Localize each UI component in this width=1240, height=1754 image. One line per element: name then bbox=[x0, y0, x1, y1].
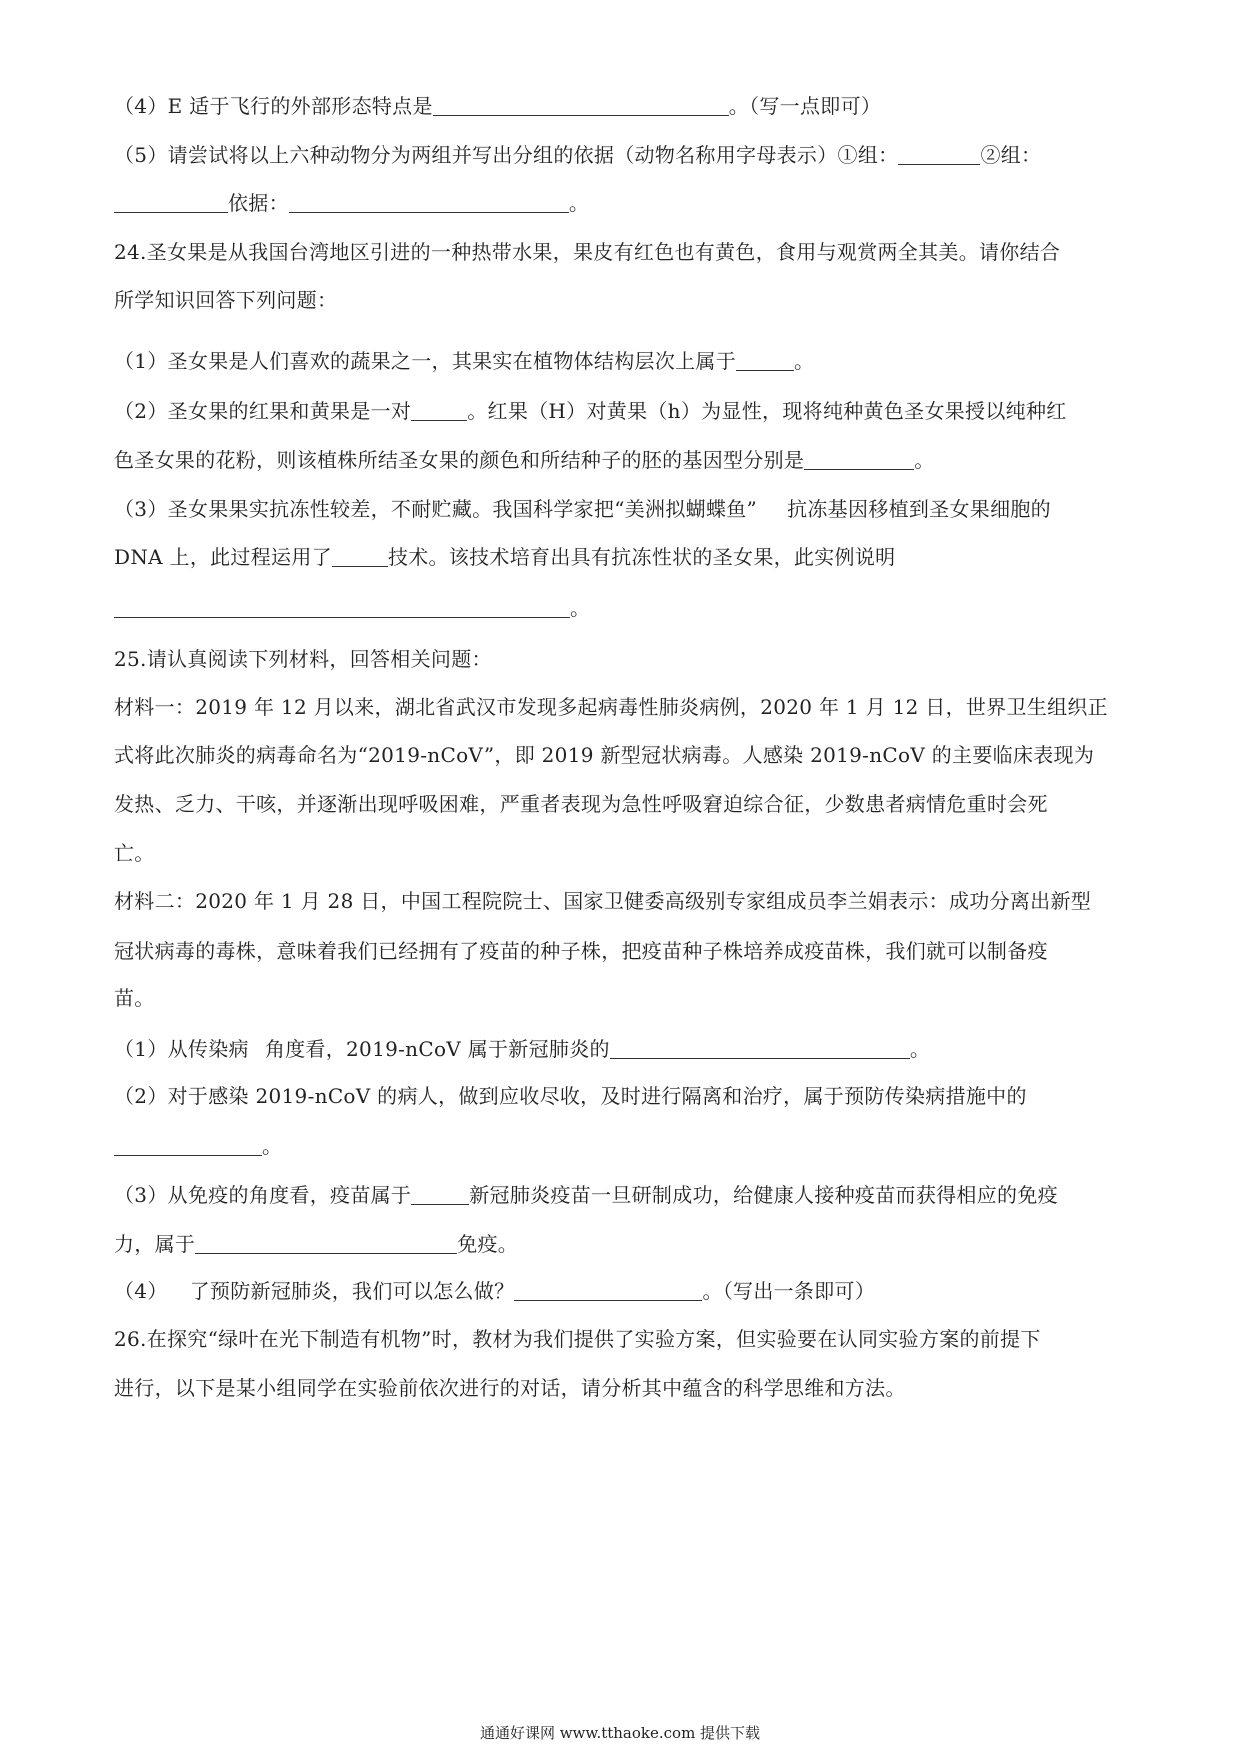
q25-part1-label-a: （1）从传染病 bbox=[114, 1037, 249, 1061]
q24-part2-mid: 。红果（H）对黄果（h）为显性，现将纯种黄色圣女果授以纯种红 bbox=[467, 399, 1067, 423]
q25-material1-line3: 发热、乏力、干咳，并逐渐出现呼吸困难，严重者表现为急性呼吸窘迫综合征，少数患者病情危重时会死 bbox=[114, 792, 1048, 816]
q24-part2-line2-text: 色圣女果的花粉，则该植株所结圣女果的颜色和所结种子的胚的基因型分别是 bbox=[114, 448, 805, 472]
q23-part5-line2 bbox=[114, 189, 589, 217]
q24-part1 bbox=[114, 347, 814, 375]
q24-part2-tail: 。 bbox=[914, 448, 935, 472]
q25-part4 bbox=[114, 1277, 875, 1305]
q24-part3-line2 bbox=[114, 543, 895, 571]
page-footer: 通通好课网 www.tthaoke.com 提供下载 bbox=[479, 1724, 761, 1742]
answer-blank[interactable] bbox=[514, 1280, 702, 1301]
q24-part2 bbox=[114, 397, 1067, 425]
q24-intro-line2: 所学知识回答下列问题： bbox=[114, 288, 338, 312]
q25-part2-line2 bbox=[114, 1132, 282, 1160]
q25-material1-line4: 亡。 bbox=[114, 841, 155, 865]
q24-part1-label: （1）圣女果是人们喜欢的蔬果之一，其果实在植物体结构层次上属于 bbox=[114, 349, 737, 373]
q26-line2: 进行，以下是某小组同学在实验前依次进行的对话，请分析其中蕴含的科学思维和方法。 bbox=[114, 1376, 906, 1400]
q25-part1-label-b: 角度看，2019-nCoV 属于新冠肺炎的 bbox=[264, 1037, 610, 1061]
answer-blank[interactable] bbox=[898, 144, 980, 165]
q25-material2-line1: 材料二：2020 年 1 月 28 日，中国工程院院士、国家卫健委高级别专家组成员李兰娟表示：成功分离出新型 bbox=[114, 889, 1092, 913]
q25-material2-line3: 苗。 bbox=[114, 986, 155, 1010]
q23-part5-basis: 依据： bbox=[228, 191, 289, 215]
q25-part3-line2 bbox=[114, 1230, 518, 1258]
q25-part3-line2a: 力，属于 bbox=[114, 1232, 196, 1256]
q24-part3-line1b: 抗冻基因移植到圣女果细胞的 bbox=[787, 497, 1051, 521]
q23-part5 bbox=[114, 141, 1041, 169]
q23-part4-tail: 。（写一点即可） bbox=[728, 94, 882, 118]
q25-part4-tail: 。（写出一条即可） bbox=[702, 1279, 876, 1303]
answer-blank[interactable] bbox=[610, 1038, 910, 1059]
answer-blank[interactable] bbox=[114, 192, 228, 213]
q24-intro-line1: 24.圣女果是从我国台湾地区引进的一种热带水果，果皮有红色也有黄色，食用与观赏两全其美。请你结合 bbox=[114, 240, 1061, 264]
q26-line1: 26.在探究“绿叶在光下制造有机物”时，教材为我们提供了实验方案，但实验要在认同实验方案的前提下 bbox=[114, 1327, 1041, 1351]
q23-part4 bbox=[114, 92, 881, 120]
answer-blank[interactable] bbox=[114, 597, 570, 618]
answer-blank[interactable] bbox=[332, 546, 388, 567]
q24-part3-line2a: DNA 上，此过程运用了 bbox=[114, 545, 332, 569]
q25-part4-label-a: （4） bbox=[114, 1279, 168, 1303]
q23-part5-label: （5）请尝试将以上六种动物分为两组并写出分组的依据（动物名称用字母表示）①组： bbox=[114, 143, 899, 167]
q24-part3-line1: （3）圣女果果实抗冻性较差，不耐贮藏。我国科学家把“美洲拟蝴蝶鱼” bbox=[114, 497, 758, 521]
q24-part3 bbox=[114, 495, 1051, 523]
q25-part2-tail: 。 bbox=[262, 1134, 283, 1158]
answer-blank[interactable] bbox=[289, 192, 569, 213]
q23-part5-group2: ②组： bbox=[980, 143, 1042, 167]
answer-blank[interactable] bbox=[804, 449, 914, 470]
q24-part3-line3 bbox=[114, 594, 590, 622]
q24-part1-tail: 。 bbox=[794, 349, 815, 373]
answer-blank[interactable] bbox=[411, 400, 467, 421]
q25-part3-label: （3）从免疫的角度看，疫苗属于 bbox=[114, 1183, 412, 1207]
q25-material2-line2: 冠状病毒的毒株，意味着我们已经拥有了疫苗的种子株，把疫苗种子株培养成疫苗株，我们就可以制备疫 bbox=[114, 939, 1048, 963]
q24-part2-label: （2）圣女果的红果和黄果是一对 bbox=[114, 399, 412, 423]
q25-part2: （2）对于感染 2019-nCoV 的病人，做到应收尽收，及时进行隔离和治疗，属于预防传染病措施中的 bbox=[114, 1084, 1027, 1108]
q25-intro: 25.请认真阅读下列材料，回答相关问题： bbox=[114, 647, 492, 671]
q25-material1-line1: 材料一：2019 年 12 月以来，湖北省武汉市发现多起病毒性肺炎病例，2020 年 1 月 12 日，世界卫生组织正 bbox=[114, 695, 1108, 719]
q23-part4-label: （4）E 适于飞行的外部形态特点是 bbox=[114, 94, 433, 118]
q25-part3-line2b: 免疫。 bbox=[457, 1232, 519, 1256]
answer-blank[interactable] bbox=[736, 350, 794, 371]
q25-part3-mid: 新冠肺炎疫苗一旦研制成功，给健康人接种疫苗而获得相应的免疫 bbox=[469, 1183, 1058, 1207]
q25-part1 bbox=[114, 1035, 930, 1063]
answer-blank[interactable] bbox=[433, 95, 729, 116]
answer-blank[interactable] bbox=[195, 1233, 457, 1254]
q24-part3-line2b: 技术。该技术培育出具有抗冻性状的圣女果，此实例说明 bbox=[387, 545, 896, 569]
q25-part3 bbox=[114, 1181, 1058, 1209]
period: 。 bbox=[568, 191, 590, 215]
q25-part1-tail: 。 bbox=[909, 1037, 931, 1061]
answer-blank[interactable] bbox=[114, 1135, 262, 1156]
q25-material1-line2: 式将此次肺炎的病毒命名为“2019-nCoV”，即 2019 新型冠状病毒。人感染 2019-nCoV 的主要临床表现为 bbox=[114, 743, 1095, 767]
answer-blank[interactable] bbox=[411, 1184, 469, 1205]
q24-part2-line2 bbox=[114, 446, 935, 474]
q24-part3-tail: 。 bbox=[570, 596, 591, 620]
q25-part4-label-b: 了预防新冠肺炎，我们可以怎么做？ bbox=[189, 1279, 515, 1303]
